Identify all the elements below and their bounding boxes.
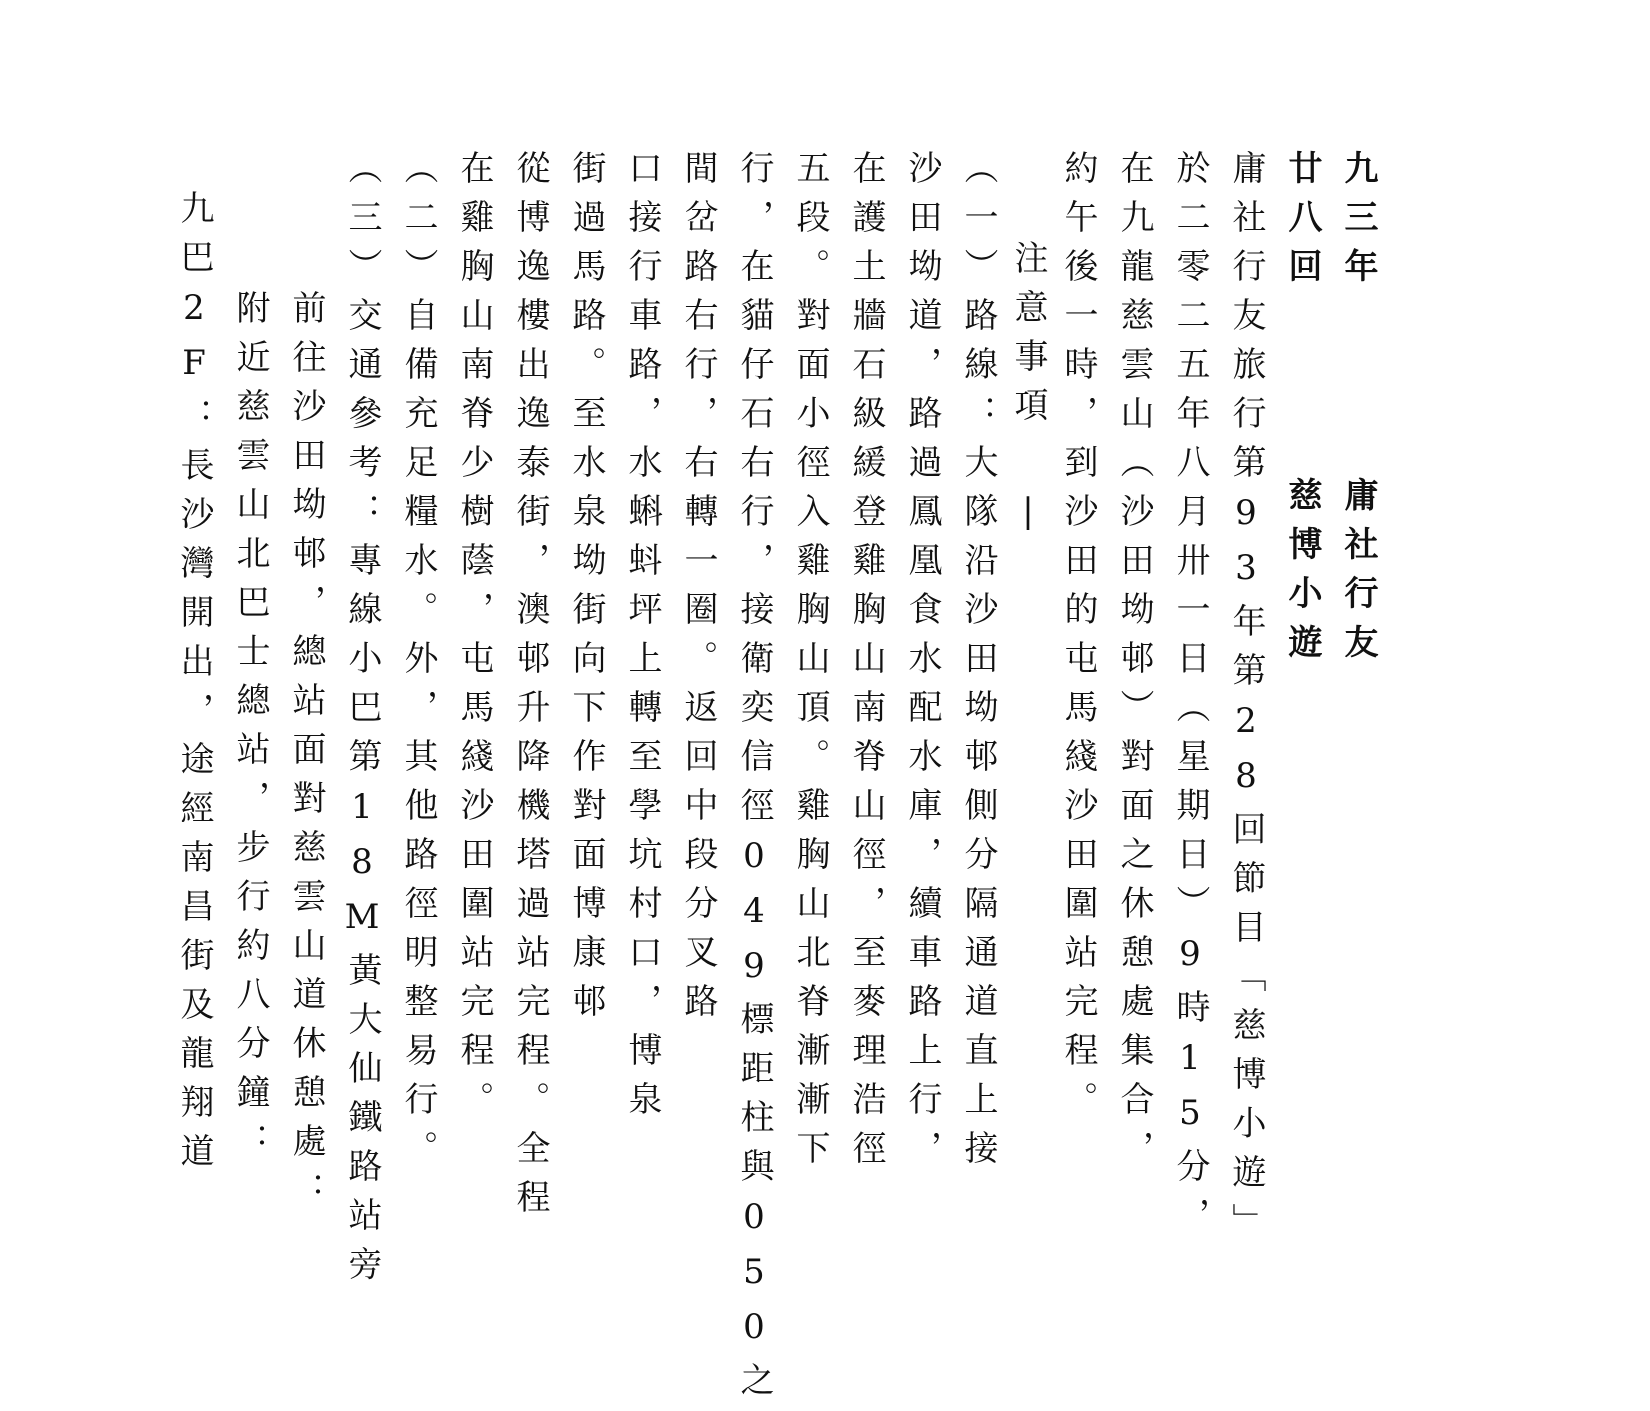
title-club-name: 庸社行友 [1338,477,1378,673]
notes-line-5: 行，在貓仔石右行，接衛奕信徑049標距柱與050之 [734,150,774,1411]
intro-line-3: 在九龍慈雲山（沙田坳邨）對面之休憩處集合， [1114,150,1154,1179]
notes-line-10: 在雞胸山南脊少樹蔭，屯馬綫沙田圍站完程。 [454,150,494,1130]
notes-heading: 注意事項 | [1008,240,1048,546]
notes-line-13: 前往沙田坳邨，總站面對慈雲山道休憩處： [286,290,326,1221]
notes-line-2: 沙田坳道，路過鳳凰食水配水庫，續車路上行， [902,150,942,1179]
notes-line-7: 口接行車路，水蝌蚪坪上轉至學坑村口，博泉 [622,150,662,1130]
title-event-name: 慈博小遊 [1282,477,1322,673]
notes-line-14: 附近慈雲山北巴士總站，步行約八分鐘： [230,290,270,1172]
intro-line-2: 於二零二五年八月卅一日（星期日）9時15分， [1170,150,1210,1246]
notes-line-6: 間岔路右行，右轉一圈。返回中段分叉路 [678,150,718,1032]
notes-line-12: （三）交通參考：專線小巴第18M黃大仙鐵路站旁 [342,150,382,1295]
intro-line-1: 庸社行友旅行第93年第28回節目「慈博小遊」 [1226,150,1266,1252]
notes-line-4: 五段。對面小徑入雞胸山頂。雞胸山北脊漸漸下 [790,150,830,1179]
notes-line-1: （一）路線：大隊沿沙田坳邨側分隔通道直上接 [958,150,998,1179]
notes-line-11: （二）自備充足糧水。外，其他路徑明整易行。 [398,150,438,1179]
title-year-line: 九三年 [1338,150,1378,297]
notes-line-9: 從博逸樓出逸泰街，澳邨升降機塔過站完程。全程 [510,150,550,1228]
intro-line-4: 約午後一時，到沙田的屯馬綫沙田圍站完程。 [1058,150,1098,1130]
notes-line-3: 在護土牆石級緩登雞胸山南脊山徑，至麥理浩徑 [846,150,886,1179]
notes-line-15: 九巴2F：長沙灣開出，途經南昌街及龍翔道 [174,190,214,1182]
title-episode-line: 廿八回 [1282,150,1322,297]
notes-line-8: 街過馬路。至水泉坳街向下作對面博康邨 [566,150,606,1032]
